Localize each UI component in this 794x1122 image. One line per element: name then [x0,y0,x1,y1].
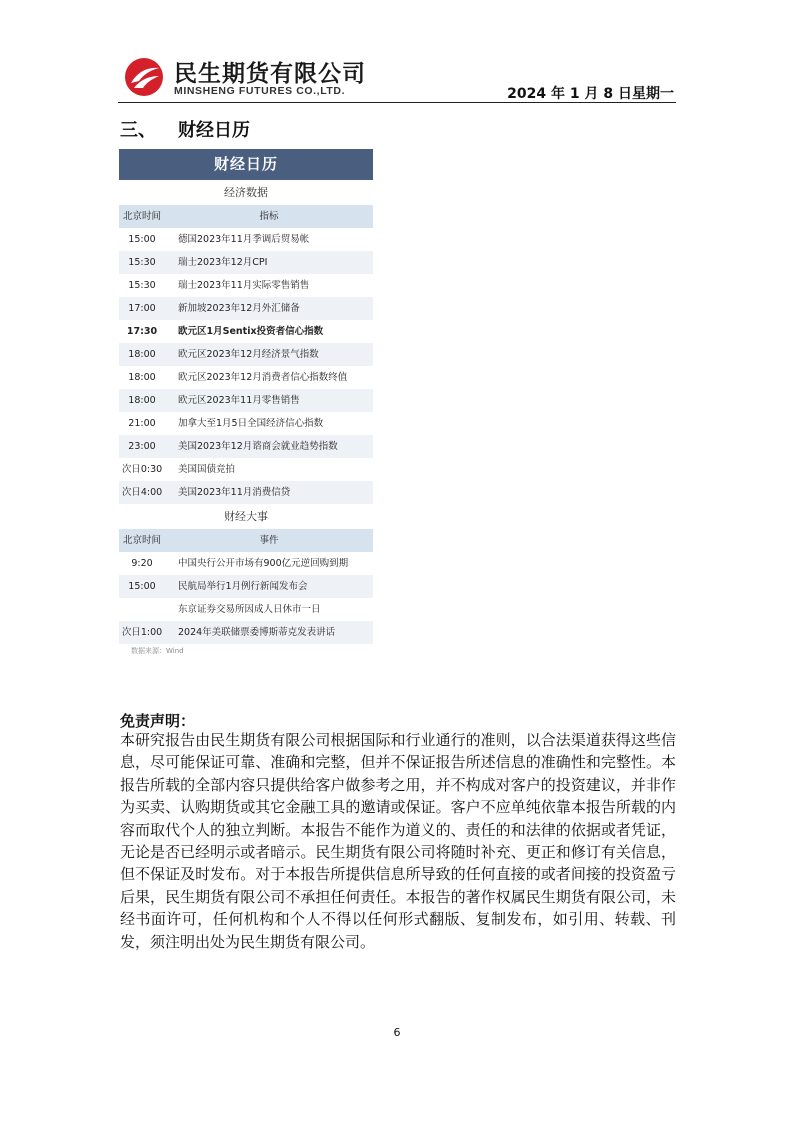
major-events-column-header [119,529,373,552]
row-indicator: 欧元区2023年11月零售销售 [178,395,300,406]
row-indicator: 美国2023年12月谘商会就业趋势指数 [178,441,338,452]
table-row [119,297,373,320]
row-time: 17:00 [128,303,156,314]
row-indicator: 欧元区2023年12月经济景气指数 [178,349,319,360]
row-time: 23:00 [128,441,156,452]
row-event: 中国央行公开市场有900亿元逆回购到期 [178,558,349,569]
column-time: 北京时间 [122,211,161,222]
page-header [118,55,676,103]
table-row [119,575,373,598]
table-row [119,621,373,644]
row-time: 15:30 [128,280,156,291]
data-source-note: 数据来源：Wind [131,647,184,655]
table-row [119,458,373,481]
table-row [119,343,373,366]
row-time: 18:00 [128,349,156,360]
column-indicator: 指标 [259,211,279,222]
section-title: 财经日历 [178,120,250,141]
table-row [119,389,373,412]
major-events-rows [119,552,373,644]
row-time: 次日0:30 [121,464,163,475]
row-indicator: 瑞士2023年12月CPI [178,257,268,268]
row-indicator: 加拿大至1月5日全国经济信心指数 [178,418,324,429]
header-divider [118,102,676,103]
row-indicator: 新加坡2023年12月外汇储备 [178,303,300,314]
table-row [119,552,373,575]
financial-calendar [119,149,373,664]
table-row [119,481,373,504]
economic-data-column-header [119,205,373,228]
column-event: 事件 [259,535,279,546]
table-row [119,412,373,435]
table-row [119,435,373,458]
row-time: 18:00 [128,395,156,406]
row-indicator: 欧元区2023年12月消费者信心指数终值 [178,372,348,383]
row-time: 次日4:00 [121,487,163,498]
row-time: 次日1:00 [121,627,163,638]
economic-data-rows [119,228,373,504]
row-indicator: 德国2023年11月季调后贸易帐 [178,234,310,245]
row-time: 15:00 [128,234,156,245]
economic-data-header: 经济数据 [119,180,373,205]
row-time: 15:00 [128,581,156,592]
table-row [119,228,373,251]
row-time: 15:30 [128,257,156,268]
row-time: 17:30 [126,326,158,337]
disclaimer-title: 免责声明： [120,712,196,730]
minsheng-logo-icon [124,57,164,97]
section-heading [120,116,250,142]
table-row [119,598,373,621]
row-event: 民航局举行1月例行新闻发布会 [178,581,308,592]
row-time: 9:20 [131,558,153,569]
column-time: 北京时间 [122,535,161,546]
row-time [119,598,165,621]
row-indicator: 欧元区1月Sentix投资者信心指数 [178,326,324,337]
row-indicator: 美国国债竞拍 [178,464,236,475]
table-row [119,274,373,297]
row-indicator: 美国2023年11月消费信贷 [178,487,291,498]
page-number: 6 [393,1026,401,1039]
company-logo [124,55,364,101]
table-row [119,251,373,274]
disclaimer-text: 本研究报告由民生期货有限公司根据国际和行业通行的准则，以合法渠道获得这些信息，尽可能保证可靠、准确和完整，但并不保证报告所述信息的准确性和完整性。本报告所载的全部内容只提供给客户做参考之用，并不构成对客户的投资建议，并非作为买卖、认购期货或其它金融工具的邀请或保证。客户不应单纯依靠本报告所载的内容而取代个人的独立判断。本报告不能作为道义的、责任的和法律的依据或者凭证，无论是否已经明示或者暗示。民生期货有限公司将随时补充、更正和修订有关信息，但不保证及时发布。对于本报告所提供信息所导致的任何直接的或者间接的投资盈亏后果，民生期货有限公司不承担任何责任。本报告的著作权属民生期货有限公司，未经书面许可，任何机构和个人不得以任何形式翻版、复制发布，如引用、转载、刊发，须注明出处为民生期货有限公司。 [120,731,676,951]
table-row [119,320,373,343]
row-time: 21:00 [128,418,156,429]
table-row [119,366,373,389]
row-event: 东京证券交易所因成人日休市一日 [178,604,321,615]
logo-english-name: MINSHENG FUTURES CO.,LTD. [174,85,346,97]
row-event: 2024年美联储票委博斯蒂克发表讲话 [178,627,336,638]
calendar-title: 财经日历 [119,149,373,180]
logo-chinese-name: 民生期货有限公司 [174,61,366,87]
section-number: 三、 [120,120,156,141]
report-date: 2024 年 1 月 8 日星期一 [507,86,674,102]
row-indicator: 瑞士2023年11月实际零售销售 [178,280,310,291]
row-time: 18:00 [128,372,156,383]
major-events-header: 财经大事 [119,504,373,529]
